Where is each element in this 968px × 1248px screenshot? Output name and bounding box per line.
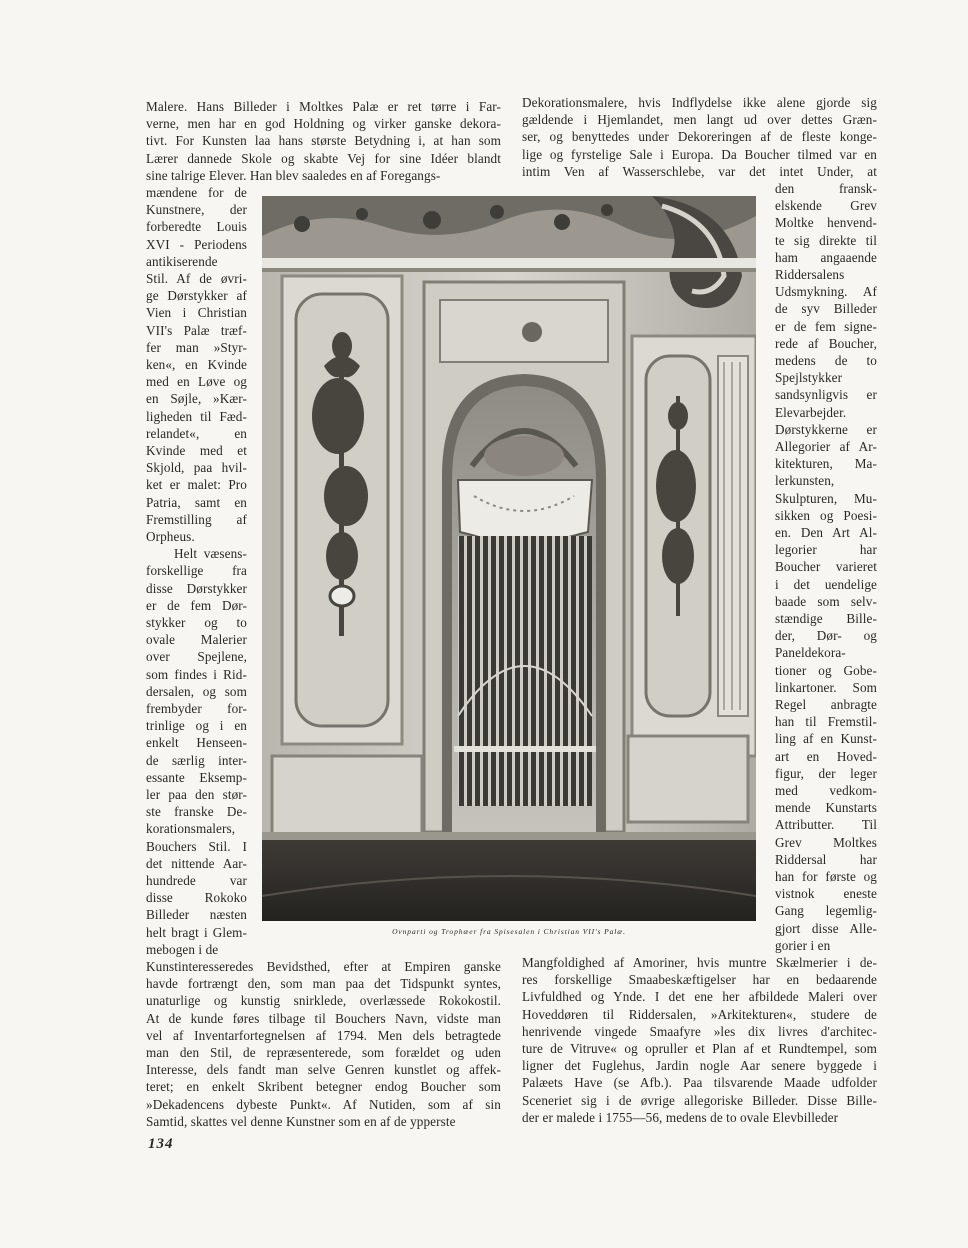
right-text-line: han til Fremstil- bbox=[775, 714, 877, 730]
left-text-line: helt bragt i Glem- bbox=[146, 924, 247, 940]
right-text-line: gorier i en bbox=[775, 937, 831, 953]
right-text-line: sikken og Poesi- bbox=[775, 507, 877, 523]
right-text-line: Moltke henvend- bbox=[775, 215, 877, 231]
left-text-line: At de kunde føres tilbage til Bouchers Navn, vidste man bbox=[146, 1010, 501, 1026]
right-text-line: vistnok eneste bbox=[775, 886, 877, 902]
left-text-line: Samtid, skattes vel denne Kunstner som en af de ypperste bbox=[146, 1113, 456, 1129]
left-text-line: man den Stil, de repræsenterede, som forældet og uden bbox=[146, 1045, 501, 1060]
left-text-line: Malere. Hans Billeder i Moltkes Palæ er ret tørre i Far- bbox=[146, 99, 501, 114]
right-text-line: Attributter. Til bbox=[775, 817, 877, 833]
right-text-line: ser, og benyttedes under Dekoreringen af de fleste konge- bbox=[522, 129, 877, 145]
figure-caption: Ovnparti og Trophæer fra Spisesalen i Christian VII's Palæ. bbox=[392, 927, 626, 936]
right-text-line: baade som selv- bbox=[775, 593, 877, 609]
left-text-line: de særlig inter- bbox=[146, 752, 247, 768]
left-text-line: ste franske De- bbox=[146, 804, 247, 820]
right-text-line: linkartoner. Som bbox=[775, 679, 877, 695]
right-text-line: Spejlstykker bbox=[775, 370, 843, 386]
page-number: 134 bbox=[148, 1136, 174, 1152]
right-text-line: gjort disse Alle- bbox=[775, 920, 877, 936]
left-text-line: Kunstnere, der bbox=[146, 202, 247, 218]
left-text-line: vel af Inventarfortegnelsen af 1794. Men dels betragtede bbox=[146, 1027, 501, 1043]
right-text-line: res forskellige Smaabeskæftigelser har en bedaarende bbox=[522, 972, 877, 988]
right-text-line: ling af en Kunst- bbox=[775, 731, 877, 747]
right-text-line: Boucher varieret bbox=[775, 559, 877, 575]
left-text-line: Vien i Christian bbox=[146, 305, 247, 321]
left-text-line: teret; en enkelt Skribent betegner endog Boucher som bbox=[146, 1079, 501, 1095]
right-text-line: mende Kunstarts bbox=[775, 800, 877, 816]
right-text-line: tioner og Gobe- bbox=[775, 662, 877, 678]
right-text-line: kitekturen, Ma- bbox=[775, 456, 877, 472]
left-text-line: enkelt Henseen- bbox=[146, 735, 247, 751]
right-text-line: ligner det Fuglehus, Jardin nogle Aar senere byggede i bbox=[522, 1058, 877, 1074]
left-text-line: ket er malet: Pro bbox=[146, 477, 247, 493]
left-text-line: Stil. Af de øvri- bbox=[146, 271, 247, 286]
right-text-line: Paneldekora- bbox=[775, 645, 846, 661]
left-text-line: fer man »Styr- bbox=[146, 339, 247, 355]
left-text-line: havde fortrængt den, som man paa det Tidspunkt syntes, bbox=[146, 976, 501, 992]
right-text-line: rede af Boucher, bbox=[775, 335, 877, 351]
right-text-line: intim Ven af Wasserschlebe, var det intet Under, at bbox=[522, 163, 877, 179]
left-text-line: som findes i Rid- bbox=[146, 666, 247, 682]
right-text-line: legorier har bbox=[775, 542, 877, 558]
right-text-line: Skulpturen, Mu- bbox=[775, 490, 877, 506]
left-text-line: relandet«, en bbox=[146, 425, 247, 441]
right-text-line: lerkunsten, bbox=[775, 473, 835, 489]
right-text-line: sandsynligvis er bbox=[775, 387, 877, 403]
right-text-line: ture de Vitruve« og opruller et Plan af et Rundtempel, som bbox=[522, 1041, 877, 1056]
left-text-line: ovale Malerier bbox=[146, 632, 247, 648]
left-text-line: VII's Palæ træf- bbox=[146, 322, 247, 338]
left-text-line: korationsmalers, bbox=[146, 821, 236, 837]
left-text-line: mebogen i de bbox=[146, 941, 219, 957]
right-text-line: Palæets Have (se Afb.). Paa tilsvarende Maade udfolder bbox=[522, 1075, 877, 1091]
left-text-line: stykker og to bbox=[146, 615, 247, 630]
right-text-line: Gang legemlig- bbox=[775, 903, 877, 919]
right-text-line: Mangfoldighed af Amoriner, hvis muntre Skælmerier i de- bbox=[522, 955, 877, 970]
left-text-line: det nittende Aar- bbox=[146, 855, 247, 871]
right-text-line: Sceneriet sig i de øvrige allegoriske Billeder. Disse Bille- bbox=[522, 1092, 877, 1108]
left-text-line: mændene for de bbox=[146, 185, 247, 200]
left-text-line: Bouchers Stil. I bbox=[146, 838, 247, 854]
left-text-line: Billeder næsten bbox=[146, 907, 247, 923]
right-text-line: Elevarbejder. bbox=[775, 404, 847, 420]
right-text-line: en. Den Art Al- bbox=[775, 525, 877, 540]
right-text-line: Grev Moltkes bbox=[775, 834, 877, 850]
right-text-line: figur, der leger bbox=[775, 765, 877, 781]
left-text-line: er de fem Dør- bbox=[146, 597, 247, 613]
left-text-line: ligheden til Fæd- bbox=[146, 408, 247, 424]
right-text-line: Dekorationsmalere, hvis Indflydelse ikke alene gjorde sig bbox=[522, 95, 877, 110]
left-text-line: antikiserende bbox=[146, 253, 218, 269]
left-text-line: Helt væsens- bbox=[174, 546, 247, 562]
right-text-line: i det uendelige bbox=[775, 576, 877, 592]
right-text-line: han for første og bbox=[775, 869, 877, 884]
left-text-line: ler paa den stør- bbox=[146, 787, 247, 802]
left-text-line: Orpheus. bbox=[146, 529, 195, 544]
left-text-line: XVI - Periodens bbox=[146, 236, 247, 252]
right-text-line: Riddersalens bbox=[775, 267, 845, 282]
left-text-line: essante Eksemp- bbox=[146, 769, 247, 785]
left-text-line: Fremstilling af bbox=[146, 511, 247, 527]
left-text-line: forberedte Louis bbox=[146, 219, 247, 235]
right-text-line: ham angaaende bbox=[775, 249, 877, 265]
left-text-line: disse Rokoko bbox=[146, 890, 247, 906]
right-text-line: Udsmykning. Af bbox=[775, 284, 877, 300]
left-text-line: Interesse, dels fandt man selve Genren kunstlet og affek- bbox=[146, 1062, 501, 1078]
right-text-line: lige og fyrstelige Sale i Europa. Da Boucher tilmed var en bbox=[522, 146, 877, 162]
left-text-line: over Spejlene, bbox=[146, 649, 247, 665]
left-text-line: med en Løve og bbox=[146, 374, 247, 390]
right-text-line: elskende Grev bbox=[775, 198, 877, 214]
right-text-line: gældende i Hjemlandet, men langt ud over dettes Græn- bbox=[522, 112, 877, 128]
right-text-line: Regel anbragte bbox=[775, 697, 877, 712]
left-text-line: Kvinde med et bbox=[146, 443, 247, 458]
left-text-line: Lærer dannede Skole og skabte Vej for sine Idéer blandt bbox=[146, 150, 501, 166]
left-text-line: Kunstinteresseredes Bevidsthed, efter at Empiren ganske bbox=[146, 959, 501, 974]
right-text-line: de syv Billeder bbox=[775, 301, 877, 317]
right-text-line: henrivende vingede Smaafyre »les dix livres d'architec- bbox=[522, 1023, 877, 1039]
left-text-line: frembyder for- bbox=[146, 701, 247, 716]
left-text-line: ge Dørstykker af bbox=[146, 288, 247, 304]
right-text-line: den fransk- bbox=[775, 181, 877, 196]
right-text-line: Dørstykkerne er bbox=[775, 421, 877, 437]
right-text-line: er de fem signe- bbox=[775, 318, 877, 334]
right-text-line: der er malede i 1755—56, medens de to ovale Elevbilleder bbox=[522, 1109, 839, 1125]
right-text-line: te sig direkte til bbox=[775, 232, 877, 248]
left-text-line: verne, men har en god Holdning og virker ganske dekora- bbox=[146, 116, 501, 132]
left-text-line: hundrede var bbox=[146, 873, 247, 888]
left-text-line: Patria, samt en bbox=[146, 494, 247, 510]
left-text-line: unaturlige og kunstig snirklede, overlæssede Rokokostil. bbox=[146, 993, 501, 1009]
left-text-line: tivt. For Kunsten laa hans største Betydning i, at han som bbox=[146, 133, 501, 149]
left-text-line: »Dekadencens dybeste Punkt«. Af Nutiden, som af sin bbox=[146, 1096, 501, 1112]
left-text-line: forskellige fra bbox=[146, 563, 247, 579]
left-text-line: dersalen, og som bbox=[146, 683, 247, 699]
left-text-line: ken«, en Kvinde bbox=[146, 357, 247, 372]
right-text-line: stændige Bille- bbox=[775, 611, 877, 626]
left-text-line: Skjold, paa hvil- bbox=[146, 460, 247, 476]
right-text-line: Livfuldhed og Ynde. I det ene her afbildede Maleri over bbox=[522, 989, 877, 1005]
photograph-dining-room-stove-niche bbox=[262, 196, 756, 921]
left-text-line: sine talrige Elever. Han blev saaledes en af Foregangs- bbox=[146, 167, 441, 183]
right-text-line: Hoveddøren til Riddersalen, »Arkitekturen«, studere de bbox=[522, 1006, 877, 1022]
photo-illustration bbox=[262, 196, 756, 921]
right-text-line: Riddersal har bbox=[775, 851, 877, 867]
right-text-line: der, Dør- og bbox=[775, 628, 877, 644]
right-text-line: medens de to bbox=[775, 353, 877, 368]
left-text-line: disse Dørstykker bbox=[146, 580, 247, 596]
left-text-line: trinlige og i en bbox=[146, 718, 247, 734]
left-text-line: en Søjle, »Kær- bbox=[146, 391, 247, 407]
right-text-line: med vedkom- bbox=[775, 783, 877, 798]
right-text-line: Allegorier af Ar- bbox=[775, 439, 877, 454]
right-text-line: art en Hoved- bbox=[775, 748, 877, 764]
